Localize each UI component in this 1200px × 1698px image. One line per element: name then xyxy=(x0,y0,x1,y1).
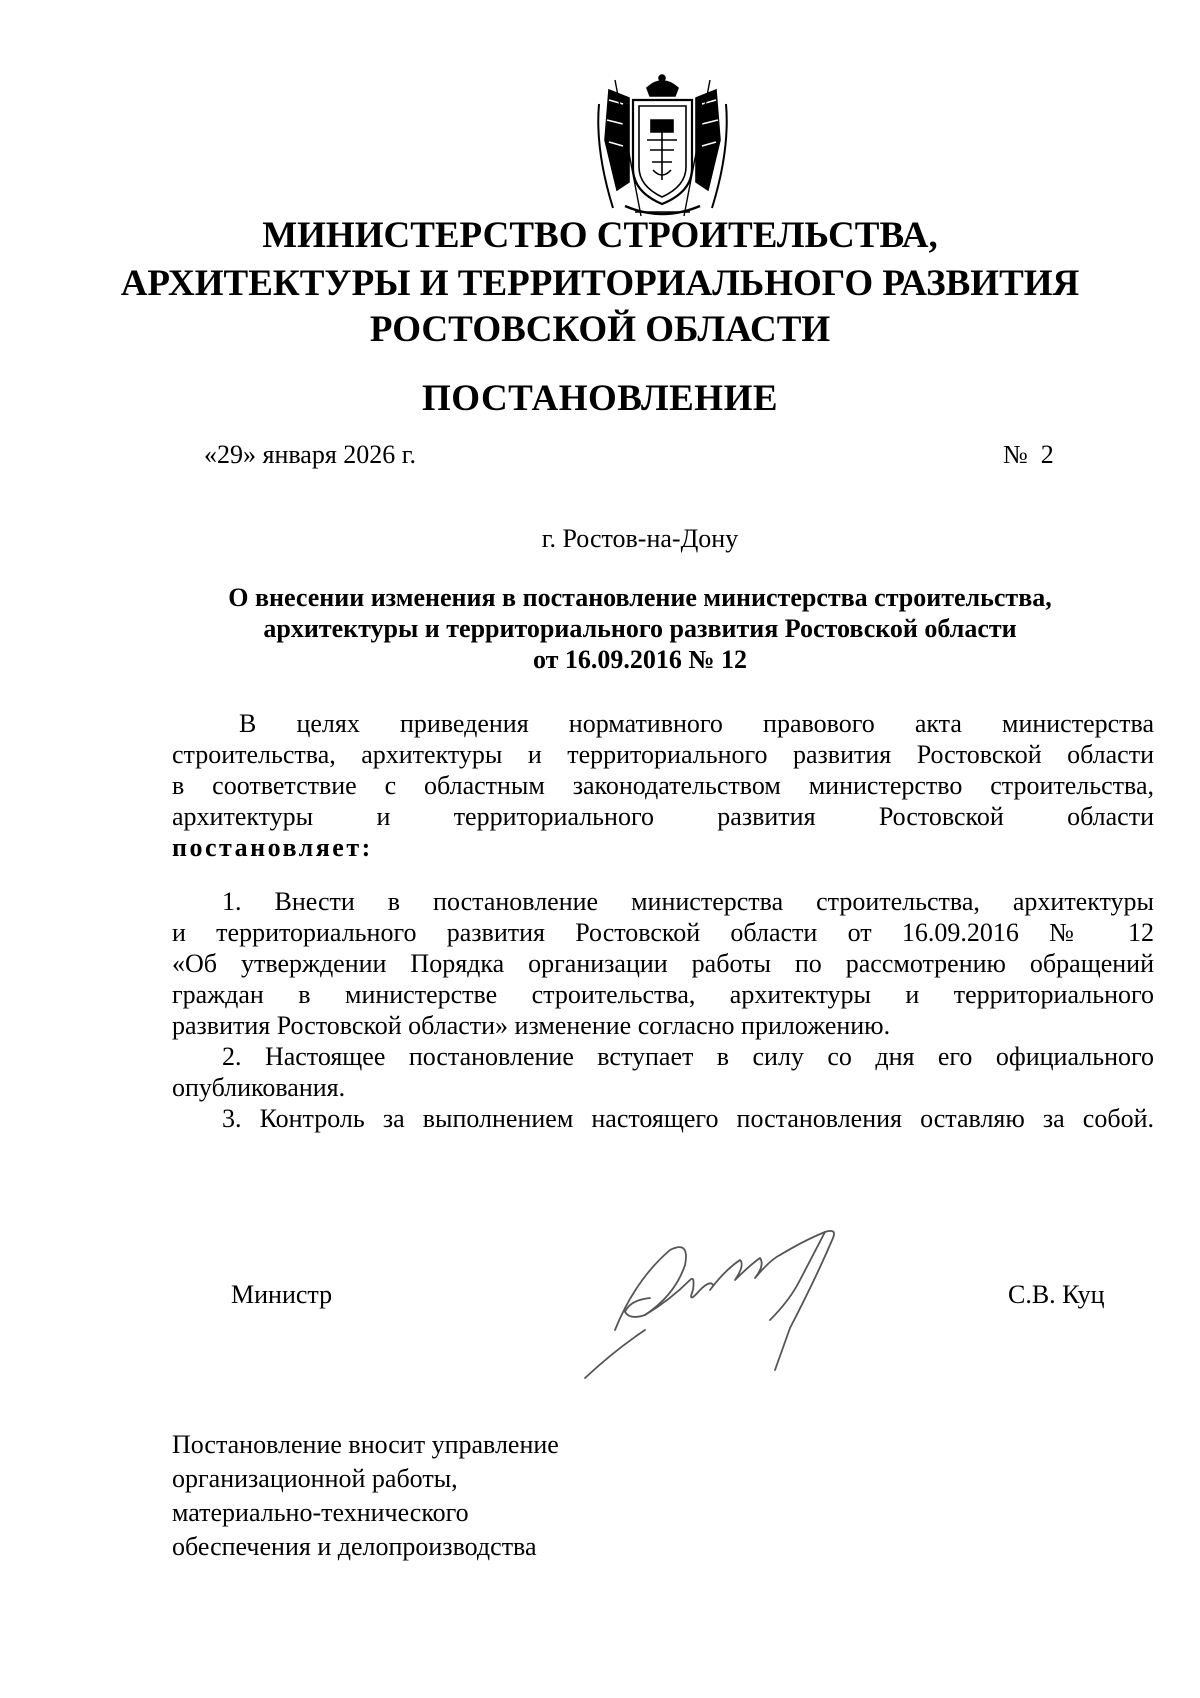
item-3-line: 3. Контроль за выполнением настоящего постановления оставляю за собой. xyxy=(222,1104,1154,1133)
preamble-line: в соответствие с областным законодательством министерство строительства, xyxy=(172,771,1154,800)
footer-line: Постановление вносит управление xyxy=(172,1430,559,1459)
handwritten-signature xyxy=(575,1220,895,1390)
document-subject-line1: О внесении изменения в постановление министерства строительства, xyxy=(228,583,1052,612)
document-city: г. Ростов-на-Дону xyxy=(541,524,739,553)
document-type: ПОСТАНОВЛЕНИЕ xyxy=(421,378,779,419)
document-date: «29» января 2026 г. xyxy=(204,440,417,469)
footer-line: материально-технического xyxy=(172,1498,469,1527)
document-subject-line2: архитектуры и территориального развития Ростовской области xyxy=(263,614,1017,643)
document-subject-line3: от 16.09.2016 № 12 xyxy=(532,645,748,674)
footer-line: обеспечения и делопроизводства xyxy=(172,1532,537,1561)
ministry-name-line2: АРХИТЕКТУРЫ И ТЕРРИТОРИАЛЬНОГО РАЗВИТИЯ xyxy=(120,263,1080,304)
item-1-line: 1. Внести в постановление министерства строительства, архитектуры xyxy=(222,887,1154,916)
item-2-line: опубликования. xyxy=(172,1073,346,1102)
resolution-keyword: постановляет: xyxy=(172,833,373,862)
coat-of-arms-icon xyxy=(595,70,730,225)
item-1-line: и территориального развития Ростовской области от 16.09.2016 № 12 xyxy=(172,918,1154,947)
item-1-line: граждан в министерстве строительства, архитектуры и территориального xyxy=(172,980,1154,1009)
ministry-name-line1: МИНИСТЕРСТВО СТРОИТЕЛЬСТВА, xyxy=(262,215,938,256)
preamble-line: архитектуры и территориального развития Ростовской области xyxy=(172,802,1154,831)
preamble-line: строительства, архитектуры и территориального развития Ростовской области xyxy=(172,740,1154,769)
footer-line: организационной работы, xyxy=(172,1464,458,1493)
item-1-line: развития Ростовской области» изменение согласно приложению. xyxy=(172,1011,891,1040)
document-number: № 2 xyxy=(1003,440,1054,469)
item-1-line: «Об утверждении Порядка организации работы по рассмотрению обращений xyxy=(172,949,1154,978)
signer-title: Министр xyxy=(231,1280,333,1309)
ministry-name-line3: РОСТОВСКОЙ ОБЛАСТИ xyxy=(369,309,831,350)
signer-name: С.В. Куц xyxy=(1008,1280,1105,1309)
preamble-line: В целях приведения нормативного правового акта министерства xyxy=(239,709,1154,738)
item-2-line: 2. Настоящее постановление вступает в силу со дня его официального xyxy=(222,1042,1154,1071)
